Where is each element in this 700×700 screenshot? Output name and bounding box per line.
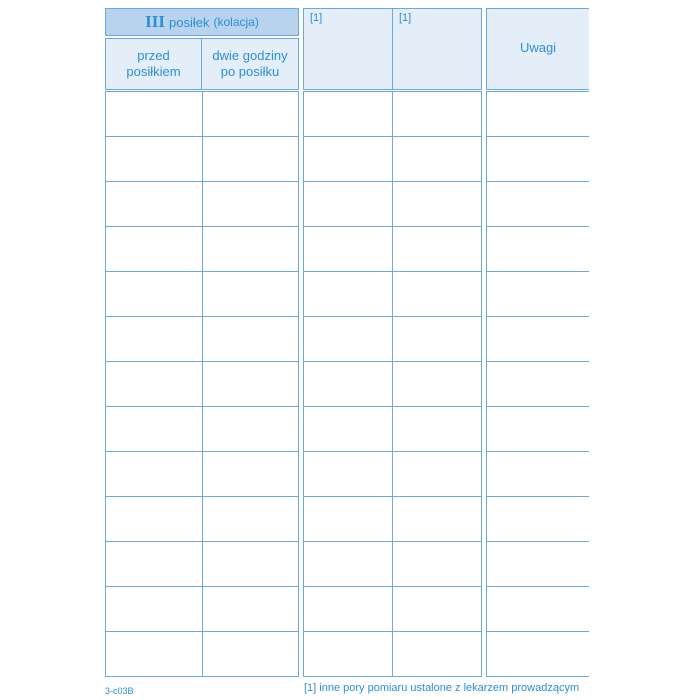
table-row <box>106 137 299 182</box>
column-header-remarks: Uwagi <box>486 8 589 90</box>
extra-cell-2[interactable] <box>392 272 482 317</box>
meal-cell-1[interactable] <box>106 182 203 227</box>
grid-remarks <box>486 91 589 677</box>
meal-cell-1[interactable] <box>106 587 203 632</box>
extra-cell-2[interactable] <box>392 407 482 452</box>
meal-cell-1[interactable] <box>106 632 203 677</box>
table-row <box>487 137 590 182</box>
table-row <box>487 92 590 137</box>
column-header-extra-2: [1] <box>392 8 482 90</box>
table-row <box>304 317 482 362</box>
form-code: 3-c03B <box>105 686 134 696</box>
table-row <box>304 182 482 227</box>
table-row <box>106 272 299 317</box>
extra-cell-1[interactable] <box>304 542 393 587</box>
table-row <box>304 497 482 542</box>
table-row <box>487 497 590 542</box>
extra-cell-1[interactable] <box>304 452 393 497</box>
remarks-cell-1[interactable] <box>487 407 590 452</box>
remarks-cell-1[interactable] <box>487 497 590 542</box>
table-row <box>304 272 482 317</box>
meal-cell-1[interactable] <box>106 407 203 452</box>
table-row <box>487 182 590 227</box>
table-row <box>304 137 482 182</box>
remarks-cell-1[interactable] <box>487 137 590 182</box>
meal-cell-2[interactable] <box>202 227 299 272</box>
table-row <box>487 272 590 317</box>
meal-cell-2[interactable] <box>202 272 299 317</box>
table-row <box>304 92 482 137</box>
table-row <box>106 182 299 227</box>
meal-cell-1[interactable] <box>106 92 203 137</box>
extra-cell-2[interactable] <box>392 317 482 362</box>
meal-cell-2[interactable] <box>202 92 299 137</box>
meal-cell-2[interactable] <box>202 362 299 407</box>
grid-extra <box>303 91 482 677</box>
remarks-cell-1[interactable] <box>487 632 590 677</box>
extra-cell-2[interactable] <box>392 92 482 137</box>
column-header-after-meal: dwie godziny po posiłku <box>201 38 299 90</box>
extra-cell-1[interactable] <box>304 227 393 272</box>
table-row <box>304 227 482 272</box>
table-row <box>106 407 299 452</box>
table-row <box>304 452 482 497</box>
meal-cell-2[interactable] <box>202 182 299 227</box>
extra-cell-1[interactable] <box>304 362 393 407</box>
table-row <box>106 227 299 272</box>
table-row <box>487 317 590 362</box>
column-header-extra-1: [1] <box>303 8 393 90</box>
meal-cell-2[interactable] <box>202 497 299 542</box>
meal-cell-2[interactable] <box>202 317 299 362</box>
table-row <box>106 497 299 542</box>
remarks-cell-1[interactable] <box>487 92 590 137</box>
footnote: [1] inne pory pomiaru ustalone z lekarzem prowadzącym <box>304 682 580 694</box>
table-row <box>304 632 482 677</box>
table-row <box>106 362 299 407</box>
extra-cell-1[interactable] <box>304 182 393 227</box>
table-row <box>304 407 482 452</box>
table-row <box>487 407 590 452</box>
extra-cell-2[interactable] <box>392 587 482 632</box>
meal-cell-1[interactable] <box>106 317 203 362</box>
table-row <box>487 362 590 407</box>
extra-cell-1[interactable] <box>304 92 393 137</box>
table-row <box>487 227 590 272</box>
extra-cell-2[interactable] <box>392 452 482 497</box>
extra-cell-1[interactable] <box>304 272 393 317</box>
extra-cell-2[interactable] <box>392 362 482 407</box>
extra-cell-1[interactable] <box>304 317 393 362</box>
grid-meal <box>105 91 299 677</box>
meal-cell-2[interactable] <box>202 137 299 182</box>
extra-cell-2[interactable] <box>392 632 482 677</box>
extra-cell-1[interactable] <box>304 587 393 632</box>
table-row <box>487 542 590 587</box>
remarks-cell-1[interactable] <box>487 272 590 317</box>
table-row <box>487 452 590 497</box>
meal-cell-1[interactable] <box>106 272 203 317</box>
remarks-cell-1[interactable] <box>487 317 590 362</box>
meal-cell-2[interactable] <box>202 542 299 587</box>
extra-cell-2[interactable] <box>392 182 482 227</box>
remarks-cell-1[interactable] <box>487 542 590 587</box>
meal-cell-1[interactable] <box>106 227 203 272</box>
meal-cell-2[interactable] <box>202 452 299 497</box>
meal-cell-2[interactable] <box>202 407 299 452</box>
meal-cell-2[interactable] <box>202 587 299 632</box>
table-row <box>106 452 299 497</box>
table-row <box>487 632 590 677</box>
extra-cell-2[interactable] <box>392 137 482 182</box>
table-row <box>304 542 482 587</box>
meal-cell-1[interactable] <box>106 497 203 542</box>
extra-cell-2[interactable] <box>392 227 482 272</box>
meal-cell-1[interactable] <box>106 137 203 182</box>
remarks-cell-1[interactable] <box>487 227 590 272</box>
table-row <box>304 587 482 632</box>
meal-cell-1[interactable] <box>106 542 203 587</box>
meal-title <box>105 8 299 36</box>
table-row <box>106 542 299 587</box>
remarks-cell-1[interactable] <box>487 452 590 497</box>
extra-cell-1[interactable] <box>304 497 393 542</box>
meal-subtitle: (kolacja) <box>213 15 259 29</box>
remarks-cell-1[interactable] <box>487 587 590 632</box>
table-row <box>106 92 299 137</box>
table-row <box>106 587 299 632</box>
extra-cell-2[interactable] <box>392 497 482 542</box>
table-row <box>106 317 299 362</box>
extra-cell-1[interactable] <box>304 632 393 677</box>
meal-cell-1[interactable] <box>106 452 203 497</box>
column-header-before-meal: przed posiłkiem <box>105 38 202 90</box>
extra-cell-1[interactable] <box>304 137 393 182</box>
table-row <box>304 362 482 407</box>
table-row <box>487 587 590 632</box>
meal-cell-2[interactable] <box>202 632 299 677</box>
extra-cell-2[interactable] <box>392 542 482 587</box>
extra-cell-1[interactable] <box>304 407 393 452</box>
meal-roman: III <box>145 12 166 31</box>
meal-cell-1[interactable] <box>106 362 203 407</box>
table-row <box>106 632 299 677</box>
remarks-cell-1[interactable] <box>487 182 590 227</box>
remarks-cell-1[interactable] <box>487 362 590 407</box>
meal-word: posiłek <box>169 14 210 30</box>
